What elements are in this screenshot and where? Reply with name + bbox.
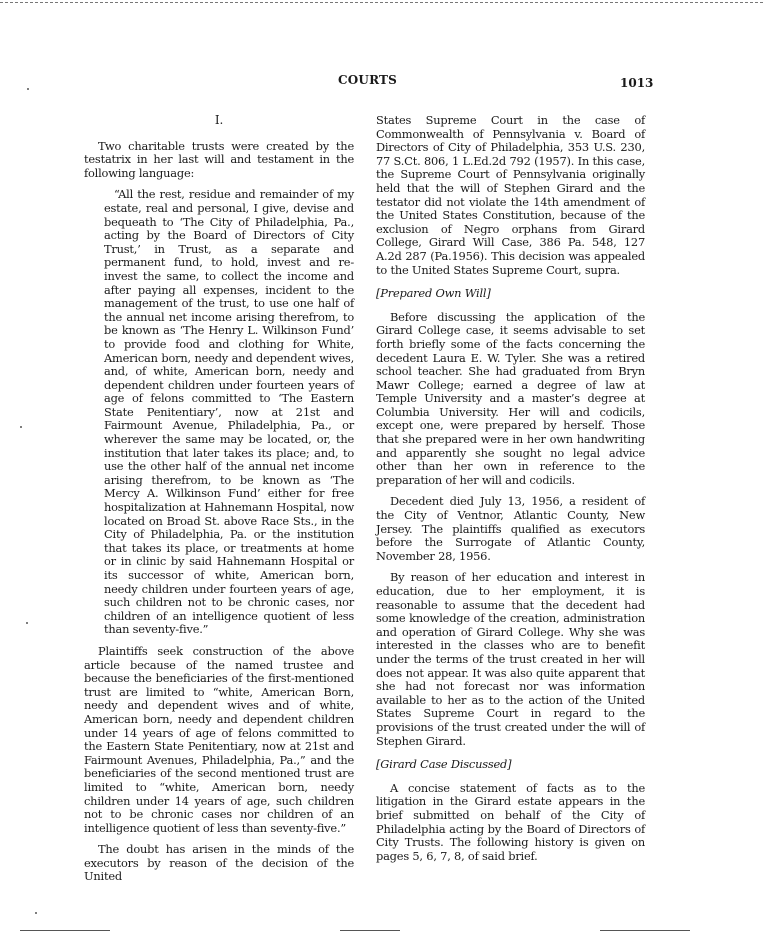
paragraph: The doubt has arisen in the minds of the executors by reason of the decision of the United [84, 842, 354, 884]
paragraph: Plaintiffs seek construction of the above article because of the named trustee and because the beneficiaries of the first-mentioned trust are limited to “white, American Born, needy and dependent wives and of white, American born, needy and dependent children under 14 years of age of felons committed to the Eastern State Penitentiary, now at 21st and Fairmount Avenues, Philadelphia, Pa.,” and the beneficiaries of the second mentioned trust are limited to “white, American born, needy children under 14 years of age, such children not to be chronic cases nor children of an intelligence quotient of less than seventy-five.” [84, 643, 354, 835]
scan-speck [20, 426, 22, 428]
running-head: COURTS [338, 73, 398, 87]
footer-rule [20, 930, 110, 931]
scan-speck [26, 622, 28, 624]
section-numeral: I. [214, 113, 224, 127]
page-number: 1013 [620, 76, 654, 90]
top-dashed-rule [0, 2, 763, 3]
paragraph: Before discussing the application of the Girard College case, it seems advisable to set forth briefly some of the facts concerning the decedent Laura E. W. Tyler. She was a retired school teacher. She had graduated from Bryn Mawr College; earned a degree of law at Temple University and a master’s degree at Columbia University. Her will and codicils, except one, were prepared by herself. Those that she prepared were in her own handwriting and apparently she sought no legal advice other than her own in reference to the preparation of her will and codicils. [376, 309, 645, 487]
right-column [376, 114, 645, 871]
will-quotation: “All the rest, residue and remainder of my estate, real and personal, I give, devise and bequeath to ‘The City of Philadelphia, Pa., acting by the Board of Directors of City Trust,’ in Trust, as a separate and permanent fund, to hold, invest and re-invest the same, to collect the income and after paying all expenses, incident to the management of the trust, to use one half of the annual net income arising therefrom, to be known as ‘The Henry L. Wilkinson Fund’ to provide food and clothing for White, American born, needy and dependent wives, and, of white, American born, needy and dependent children under fourteen years of age of felons committed to ‘The Eastern State Penitentiary’, now at 21st and Fairmount Avenue, Philadelphia, Pa., or wherever the same may be located, or, the institution that later takes its place; and, to use the other half of the annual net income arising therefrom, to be known as ‘The Mercy A. Wilkinson Fund’ either for free hospitalization at Hahnemann Hospital, now located on Broad St. above Race Sts., in the City of Philadelphia, Pa. or the institution that takes its place, or treatments at home or in clinic by said Hahnemann Hospital or its successor of white, American born, needy children under fourteen years of age, such children not to be chronic cases, nor children of an intelligence quotient of less than seventy-five.” [104, 187, 354, 637]
footer-rule [600, 930, 690, 931]
footer-rule [340, 930, 400, 931]
paragraph: States Supreme Court in the case of Commonwealth of Pennsylvania v. Board of Directors of City of Philadelphia, 353 U.S. 230, 77 S.Ct. 806, 1 L.Ed.2d 792 (1957). In this case, the Supreme Court of Pennsylvania originally held that the will of Stephen Girard and the testator did not violate the 14th amendment of the United States Constitution, because of the exclusion of Negro orphans from Girard College, Girard Will Case, 386 Pa. 548, 127 A.2d 287 (Pa.1956). This decision was appealed to the United States Supreme Court, supra. [376, 113, 645, 277]
subheading-girard-case-discussed: [Girard Case Discussed] [376, 757, 512, 772]
left-column [84, 114, 354, 892]
scan-speck [27, 88, 29, 90]
paragraph: Decedent died July 13, 1956, a resident of the City of Ventnor, Atlantic County, New Jersey. The plaintiffs qualified as executors before the Surrogate of Atlantic County, November 28, 1956. [376, 494, 645, 563]
scan-speck [35, 912, 37, 914]
paragraph: A concise statement of facts as to the litigation in the Girard estate appears in the brief submitted on behalf of the City of Philadelphia acting by the Board of Directors of City Trusts. The following history is given on pages 5, 6, 7, 8, of said brief. [376, 780, 645, 863]
subheading-prepared-own-will: [Prepared Own Will] [376, 286, 491, 301]
intro-paragraph: Two charitable trusts were created by the testatrix in her last will and testament in the following language: [84, 138, 354, 180]
paragraph: By reason of her education and interest in education, due to her employment, it is reasonable to assume that the decedent had some knowledge of the creation, administration and operation of Girard College. Why she was interested in the classes who are to benefit under the terms of the trust created in her will does not appear. It was also quite apparent that she had not forecast nor was information available to her as to the action of the United States Supreme Court in regard to the provisions of the trust created under the will of Stephen Girard. [376, 570, 645, 748]
